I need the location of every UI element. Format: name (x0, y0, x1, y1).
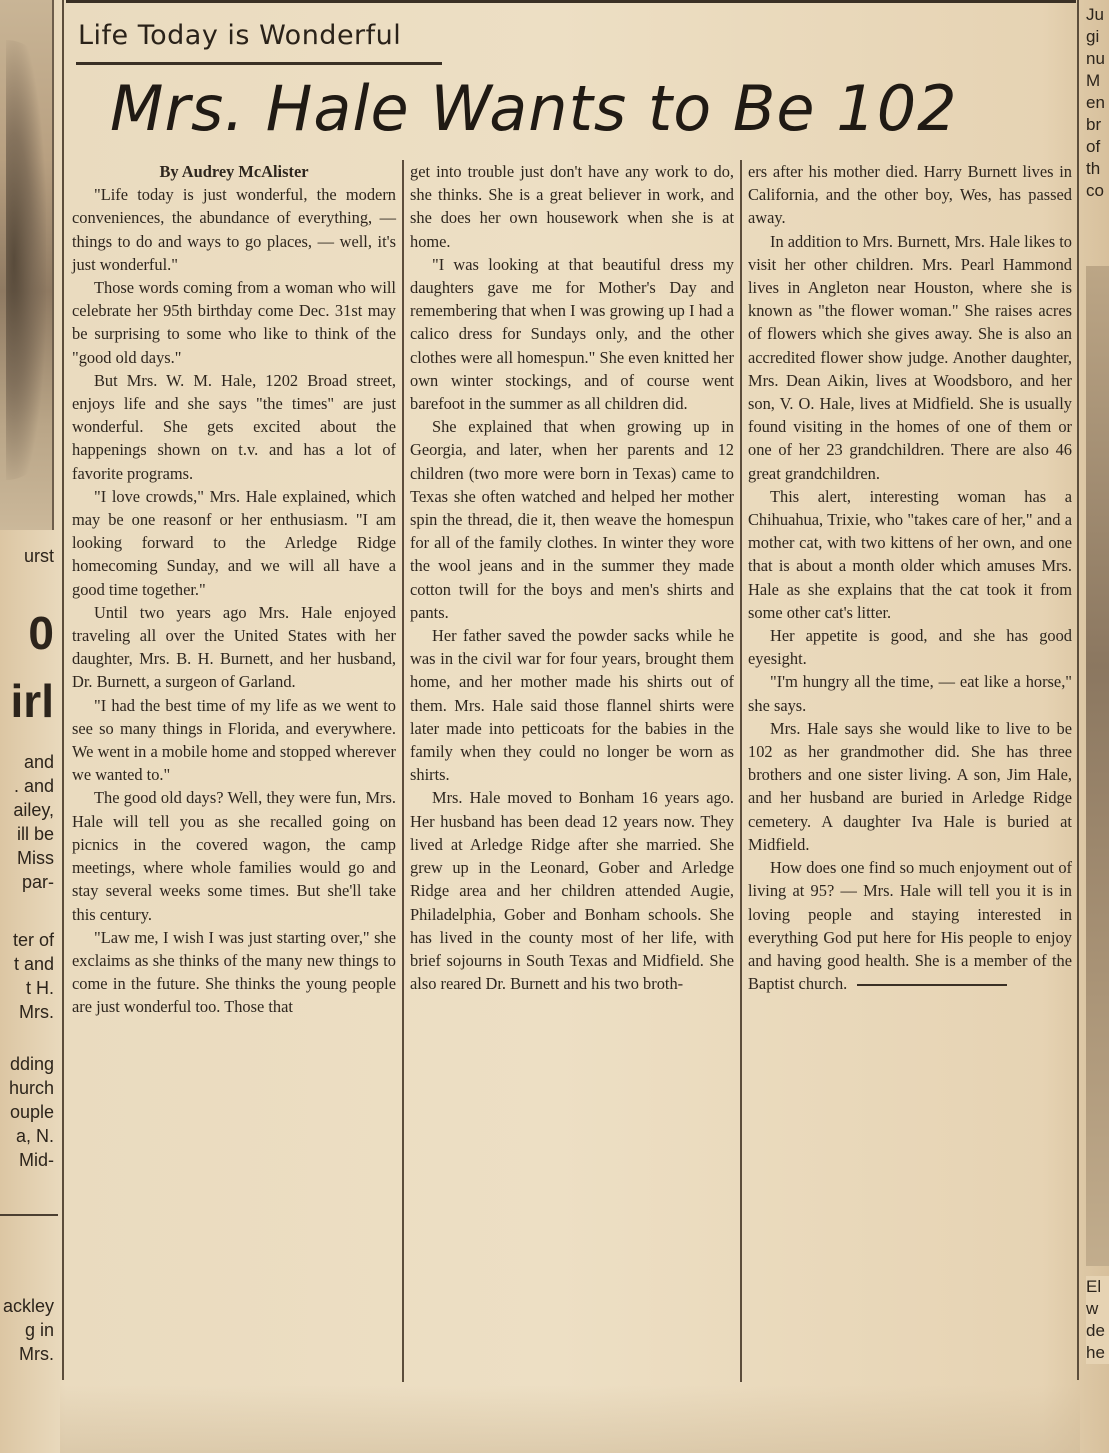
paragraph: This alert, interesting woman has a Chihuahua, Trixie, who "takes care of her," and a mother cat, with two kittens of her own, and one that is about a month older which amuses Mrs. Hale as she explains that the cat took it from some other cat's litter. (748, 486, 1072, 622)
kicker: Life Today is Wonderful (78, 20, 402, 51)
paragraph: "I was looking at that beautiful dress my daughters gave me for Mother's Day and remembering that when I was growing up I had a calico dress for Sundays only, and the other clothes were all homespun." She even knitted her own winter stockings, and of course went barefoot in the summer as all children did. (410, 254, 734, 414)
right-neighbor-column (1080, 0, 1109, 1453)
paragraph: Mrs. Hale moved to Bonham 16 years ago. Her husband has been dead 12 years now. They lived at Arledge Ridge after she married. She grew up in the Leonard, Gober and Arledge Ridge area and her children attended Augie, Philadelphia, Gober and Bonham schools. She has lived in the county most of her life, with brief sojourns in South Texas and Midfield. She also reared Dr. Burnett and his two broth- (410, 788, 734, 994)
article-column-3 (748, 160, 1072, 995)
paragraph: In addition to Mrs. Burnett, Mrs. Hale likes to visit her other children. Mrs. Pearl Hammond lives in Angleton near Houston, where she is known as "the flower woman." She raises acres of flowers which she gives away. She is also an accredited flower show judge. Another daughter, Mrs. Dean Aikin, lives at Woodsboro, and her son, V. O. Hale, lives at Midfield. She is usually found visiting in the homes of one of them or one of her 23 grandchildren. There are also 46 great grandchildren. (748, 231, 1072, 483)
right-neighbor-text: El w de he (1086, 1276, 1109, 1364)
byline: By Audrey McAlister (159, 162, 309, 181)
top-rule (66, 0, 1076, 3)
column-divider (402, 160, 404, 1382)
end-mark (857, 984, 1007, 986)
right-neighbor-text: Ju gi nu M en br of th co (1086, 5, 1105, 200)
kicker-underline (76, 62, 442, 65)
paragraph: get into trouble just don't have any work to do, she thinks. She is a great believer in work, and she does her own housework when she is at home. (410, 162, 734, 251)
article-column-1 (72, 160, 396, 1019)
left-neighbor-text: ter of t and t H. Mrs. (12, 930, 54, 1022)
divider (0, 1214, 58, 1216)
paragraph: Those words coming from a woman who will celebrate her 95th birthday come Dec. 31st may be surprising to some who like to think of the "good old days." (72, 278, 396, 367)
column-divider (1077, 0, 1079, 1380)
paragraph: "I'm hungry all the time, — eat like a horse," she says. (748, 672, 1072, 715)
headline: Mrs. Hale Wants to Be 102 (110, 72, 958, 145)
article-column-2 (410, 160, 734, 995)
left-neighbor-photo (0, 0, 54, 530)
paragraph-final (748, 856, 1072, 995)
paragraph: Until two years ago Mrs. Hale enjoyed traveling all over the United States with her daughter, Mrs. B. H. Burnett, and her husband, Dr. Burnett, a surgeon of Garland. (72, 602, 396, 692)
paragraph: Her father saved the powder sacks while he was in the civil war for four years, brought them home, and her mother made his shirts out of them. Mrs. Hale said those flannel shirts were later made into petticoats for the babies in the family when they could no longer be worn as shirts. (410, 626, 734, 785)
paragraph: "I love crowds," Mrs. Hale explained, which may be one reasonf or her enthusiasm. "I am looking forward to the Arledge Ridge homecoming Sunday, and we will all have a good time together." (72, 486, 396, 599)
paragraph: Mrs. Hale says she would like to live to be 102 as her grandmother did. She has three brothers and one sister living. A son, Jim Hale, and her husband are buried in Arledge Ridge cemetery. A daughter Iva Hale is buried at Midfield. (748, 718, 1072, 854)
paragraph: She explained that when growing up in Georgia, and later, when her parents and 12 children (two more were born in Texas) came to Texas she often watched and helped her mother spin the thread, die it, then weave the homespun for all of the family clothes. In winter they wore the wool jeans and in the summer they made cotton twill for the boys and men's shirts and pants. (410, 417, 734, 622)
left-neighbor-headline-b: irl (10, 675, 54, 727)
left-neighbor-text: urst (23, 546, 54, 566)
left-neighbor-text: dding hurch ouple a, N. Mid- (8, 1054, 54, 1170)
paragraph: "Law me, I wish I was just starting over," she exclaims as she thinks of the many new things to come in the future. She thinks the young people are just wonderful too. Those that (72, 927, 396, 1017)
page-bottom-margin (60, 1385, 1080, 1453)
paragraph: Her appetite is good, and she has good eyesight. (748, 626, 1072, 669)
paragraph: "I had the best time of my life as we went to see so many things in Florida, and everywhere. We went in a mobile home and stopped wherever we wanted to." (72, 695, 396, 785)
left-neighbor-text: ackley g in Mrs. (2, 1296, 54, 1364)
column-divider (62, 0, 64, 1380)
left-neighbor-text: and . and ailey, ill be Miss par- (13, 752, 54, 892)
right-neighbor-photo (1086, 266, 1109, 1266)
column-divider (740, 160, 742, 1382)
paragraph: "Life today is just wonderful, the modern conveniences, the abundance of everything, — things to do and ways to go places, — well, it's just wonderful." (72, 185, 396, 274)
paragraph: ers after his mother died. Harry Burnett lives in California, and the other boy, Wes, has passed away. (748, 162, 1072, 228)
paragraph-final-text: How does one find so much enjoyment out of living at 95? — Mrs. Hale will tell you it is in loving people and staying interested in everything God put here for His people to enjoy and having good health. She is a member of the Baptist church. (748, 858, 1072, 994)
left-neighbor-column (0, 0, 58, 1453)
paragraph: The good old days? Well, they were fun, Mrs. Hale will tell you as she recalled going on picnics in the covered wagon, the camp meetings, where whole families would go and stay several weeks some times. But she'll take this century. (72, 788, 396, 924)
paragraph: But Mrs. W. M. Hale, 1202 Broad street, enjoys life and she says "the times" are just wonderful. She gets excited about the happenings shown on t.v. and has a lot of favorite programs. (72, 370, 396, 483)
left-neighbor-headline-a: 0 (28, 607, 54, 659)
